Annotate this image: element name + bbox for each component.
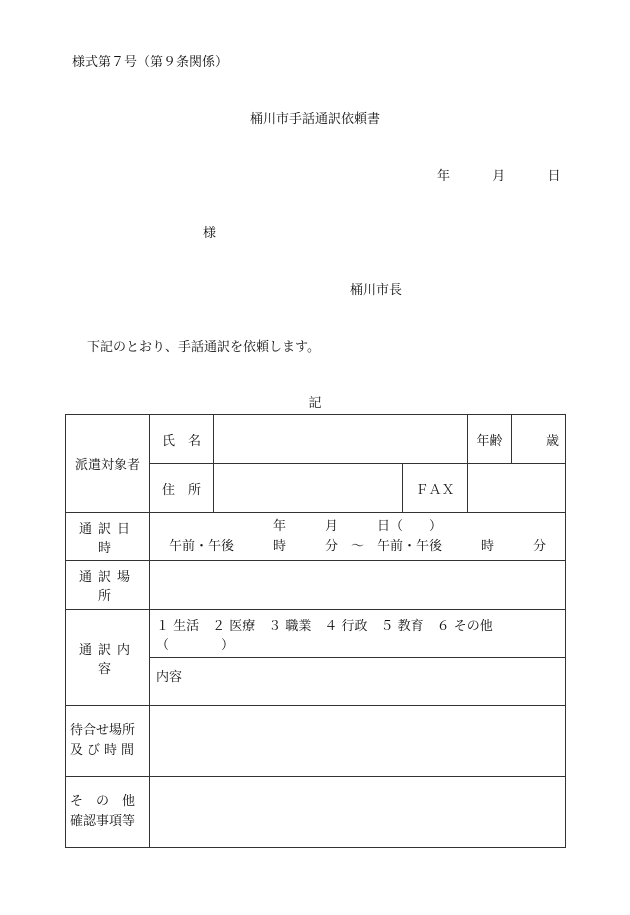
date-line	[437, 165, 561, 184]
other-label-2: 確認事項等	[70, 814, 136, 829]
other-field[interactable]	[150, 777, 566, 848]
name-label: 氏 名	[150, 415, 214, 464]
other-label	[66, 777, 150, 848]
date-year: 年	[437, 169, 451, 184]
age-label: 年齢	[468, 415, 512, 464]
form-number: 様式第７号（第９条関係）	[72, 55, 229, 70]
place-field[interactable]	[150, 561, 566, 610]
body-text: 下記のとおり、手話通訳を依頼します。	[87, 340, 320, 355]
address-field[interactable]	[214, 464, 403, 513]
datetime-line-2: 午前・午後 時 分 ～ 午前・午後 時 分	[168, 538, 546, 554]
issuer: 桶川市長	[350, 283, 403, 298]
document-title: 桶川市手話通訳依頼書	[249, 112, 380, 127]
date-month: 月	[492, 169, 506, 184]
request-table	[65, 414, 566, 848]
age-unit: 歳	[512, 415, 566, 464]
datetime-field[interactable]	[150, 513, 566, 561]
content-options[interactable]: １ 生活 ２ 医療 ３ 職業 ４ 行政 ５ 教育 ６ その他（ ）	[150, 610, 566, 658]
meeting-label-2: 及び時間	[70, 743, 139, 758]
ki-heading: 記	[308, 396, 322, 411]
address-label: 住 所	[150, 464, 214, 513]
meeting-label	[66, 706, 150, 777]
content-detail-label[interactable]: 内容	[150, 658, 566, 706]
content-label: 通訳内容	[66, 610, 150, 706]
place-label: 通訳場所	[66, 561, 150, 610]
date-day: 日	[547, 169, 561, 184]
fax-label: ＦＡＸ	[403, 464, 468, 513]
name-field[interactable]	[214, 415, 468, 464]
datetime-label: 通訳日時	[66, 513, 150, 561]
target-label: 派遣対象者	[66, 415, 150, 513]
addressee-suffix: 様	[203, 226, 217, 241]
meeting-field[interactable]	[150, 706, 566, 777]
other-label-1: そ の 他	[70, 794, 136, 809]
meeting-label-1: 待合せ場所	[70, 723, 136, 738]
datetime-line-1: 年 月 日（ ）	[272, 518, 442, 534]
fax-field[interactable]	[468, 464, 566, 513]
